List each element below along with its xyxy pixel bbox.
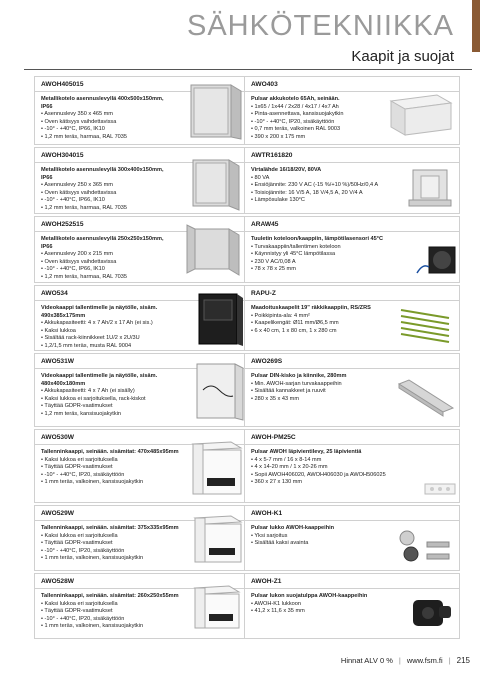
spec-item: • Asennuslevy 200 x 215 mm — [41, 251, 171, 259]
divider — [245, 588, 459, 589]
product-code: ARAW45 — [251, 221, 279, 228]
product-title: Tallenninkaappi, seinään. sisämitat: 260x250x55mm — [41, 593, 179, 599]
product-code: RAPU-Z — [251, 290, 276, 297]
divider — [245, 300, 459, 301]
product-title: Maadoituskaapelit 19" räkkikaappiin, RS/ZRS — [251, 305, 371, 311]
spec-item: • -10° - +40°C, IP66, IK10 — [41, 126, 171, 134]
spec-item: • Kaksi lukkoa — [41, 328, 181, 336]
spec-item: • 4 x 14-20 mm / 1 x 20-26 mm — [251, 464, 426, 472]
spec-item: • Sisältää kannakkeet ja ruuvit — [251, 388, 391, 396]
spec-item: • Pinta-asennettava, kansisuojakytkin — [251, 111, 376, 119]
lock-and-keys-image — [395, 526, 457, 568]
spec-item: • Min. AWOH-sarjan turvakaappeihin — [251, 381, 391, 389]
spec-item: • 360 x 27 x 130 mm — [251, 479, 426, 487]
header-divider — [24, 69, 472, 70]
product-code: AWOH-K1 — [251, 510, 283, 517]
product-code: AWTR161820 — [251, 152, 293, 159]
spec-item: • 41,2 x 11,6 x 35 mm — [251, 608, 391, 616]
product-title: Tuuletin koteloon/kaappiin, lämpötilasensori 45°C — [251, 236, 384, 242]
product-card — [34, 353, 250, 427]
spec-item: • Sisältää rack-kiinnikkeet 1U/2 x 2U/3U — [41, 335, 181, 343]
product-card — [34, 573, 250, 639]
spec-item: • Kaksi lukkoa eri sarjoituksella — [41, 533, 181, 541]
fan-image — [415, 243, 457, 279]
metal-enclosure-image — [185, 83, 245, 141]
spec-item: • Sisältää kaksi avainta — [251, 540, 391, 548]
cable-entry-plate-image — [423, 480, 457, 500]
product-card — [244, 147, 460, 214]
spec-item: • 0,7 mm teräs, valkoinen RAL 9003 — [251, 126, 376, 134]
spec-item: • -10° - +40°C, IP20, sisäkäyttöön — [41, 616, 181, 624]
spec-item: • Asennuslevy 250 x 365 mm — [41, 182, 171, 190]
website-link[interactable]: www.fsm.fi — [406, 656, 443, 665]
spec-item: • 1,2 mm teräs, kansisuojakytkin — [41, 411, 181, 419]
spec-item: • 280 x 35 x 43 mm — [251, 396, 391, 404]
spec-item: • -10° - +40°C, IP20, sisäkäyttöön — [251, 119, 376, 127]
product-title: Tallenninkaappi, seinään. sisämitat: 470x485x95mm — [41, 449, 179, 455]
product-code: AWO530W — [41, 434, 74, 441]
spec-item: • -10° - +40°C, IP20, sisäkäyttöön — [41, 548, 181, 556]
product-card — [244, 429, 460, 503]
product-card — [34, 429, 250, 503]
page-footer — [341, 656, 470, 665]
spec-item: • -10° - +40°C, IP66, IK10 — [41, 266, 171, 274]
recorder-cabinet-image — [189, 512, 247, 568]
product-card — [244, 505, 460, 571]
spec-item: • Oven kätisyys vaihdettavissa — [41, 259, 171, 267]
product-code: AWOH-Z1 — [251, 578, 282, 585]
battery-box-image — [387, 91, 455, 137]
product-title: Virtalähde 16/18/20V, 80VA — [251, 167, 322, 173]
product-code: AWOH-PM25C — [251, 434, 296, 441]
product-title: Pulsar AWOH läpivientilevy, 25 läpivientiä — [251, 449, 362, 455]
spec-item: • Asennuslevy 350 x 465 mm — [41, 111, 171, 119]
spec-item: • 78 x 78 x 25 mm — [251, 266, 411, 274]
product-code: AWOH405015 — [41, 81, 84, 88]
product-title: Metallikotelo asennuslevyllä 300x400x150mm, IP66 — [41, 167, 164, 181]
product-code: AWO269S — [251, 358, 283, 365]
product-card — [244, 573, 460, 639]
spec-item: • 1 mm teräs, valkoinen, kansisuojakytkin — [41, 623, 181, 631]
divider — [245, 368, 459, 369]
product-title: Pulsar akkukotelo 65Ah, seinään. — [251, 96, 340, 102]
lock-cap-image — [405, 592, 457, 636]
price-note: Hinnat ALV 0 % — [340, 656, 393, 665]
spec-item: • 230 V AC/0,08 A — [251, 259, 411, 267]
product-code: AWOH304015 — [41, 152, 84, 159]
product-code: AWO528W — [41, 578, 74, 585]
section-title: SÄHKÖTEKNIIKKA — [186, 10, 454, 42]
product-code: AWO534 — [41, 290, 68, 297]
spec-item: • 1,2/1,5 mm teräs, musta RAL 9004 — [41, 343, 181, 351]
product-card — [244, 216, 460, 283]
page-header — [0, 0, 472, 80]
spec-item: • Kaapelikengät: Ø11 mm/Ø6,5 mm — [251, 320, 401, 328]
spec-item: • Täyttää GDPR-vaatimukset — [41, 464, 181, 472]
din-rail-image — [395, 376, 457, 420]
spec-item: • 6 x 40 cm, 1 x 80 cm, 1 x 280 cm — [251, 328, 401, 336]
product-code: AWO531W — [41, 358, 74, 365]
section-subtitle: Kaapit ja suojat — [351, 48, 454, 65]
video-cabinet-image — [195, 292, 245, 348]
product-title: Pulsar lukon suojatulppa AWOH-kaappeihin — [251, 593, 368, 599]
divider — [245, 231, 459, 232]
product-title: Videokaappi tallentimelle ja näytölle, sisäm. 480x400x180mm — [41, 373, 158, 387]
spec-item: • 390 x 200 x 175 mm — [251, 134, 376, 142]
product-code: AWO403 — [251, 81, 278, 88]
grounding-cables-image — [397, 304, 457, 348]
product-card — [244, 285, 460, 351]
product-title: Videokaappi tallentimelle ja näytölle, sisäm. 490x385x175mm — [41, 305, 158, 319]
product-code: AWOH252515 — [41, 221, 84, 228]
spec-item: • 1,2 mm teräs, harmaa, RAL 7035 — [41, 205, 171, 213]
product-card — [244, 353, 460, 427]
spec-item: • Täyttää GDPR-vaatimukset — [41, 540, 181, 548]
divider — [245, 162, 459, 163]
spec-item: • Kaksi lukkoa eri sarjoituksella — [41, 601, 181, 609]
divider — [245, 444, 459, 445]
spec-item: • Oven kätisyys vaihdettavissa — [41, 190, 171, 198]
product-title: Tallenninkaappi, seinään. sisämitat: 375x335x95mm — [41, 525, 179, 531]
spec-item: • 1 mm teräs, valkoinen, kansisuojakytkin — [41, 479, 181, 487]
page-number: 215 — [456, 656, 470, 665]
spec-item: • Lämpösulake 130°C — [251, 197, 391, 205]
spec-item: • Täyttää GDPR-vaatimukset — [41, 608, 181, 616]
spec-item: • Täyttää GDPR-vaatimukset — [41, 403, 181, 411]
recorder-cabinet-image — [189, 580, 247, 636]
spec-item: • -10° - +40°C, IP20, sisäkäyttöön — [41, 472, 181, 480]
spec-item: • Sopii AWOH406020, AWOH406030 ja AWOH506025 — [251, 472, 426, 480]
product-title: Pulsar lukko AWOH-kaappeihin — [251, 525, 335, 531]
product-code: AWO529W — [41, 510, 74, 517]
spec-item: • Käynnistyy yli 45°C lämpötilassa — [251, 251, 411, 259]
divider — [245, 520, 459, 521]
product-card — [34, 505, 250, 571]
spec-item: • Yksi sarjoitus — [251, 533, 391, 541]
video-cabinet-image — [193, 360, 247, 424]
spec-item: • Akkukapasiteetti: 4 x 7 Ah (ei sisälly) — [41, 388, 181, 396]
footer-separator: | — [398, 656, 401, 665]
spec-item: • 1,2 mm teräs, harmaa, RAL 7035 — [41, 274, 171, 282]
product-card — [34, 285, 250, 351]
spec-item: • Kaksi lukkoa eri sarjoituksella — [41, 457, 181, 465]
product-card — [34, 216, 250, 283]
spec-item: • Ensiöjännite: 230 V AC (-15 %/+10 %)/50Hz/0,4 A — [251, 182, 391, 190]
product-title: Metallikotelo asennuslevyllä 250x250x150mm, IP66 — [41, 236, 164, 250]
spec-item: • Poikkipinta-ala: 4 mm² — [251, 313, 401, 321]
spec-item: • 80 VA — [251, 175, 391, 183]
product-card — [244, 76, 460, 145]
spec-item: • Toisiojännite: 16 V/5 A, 18 V/4,5 A, 20 V/4 A — [251, 190, 391, 198]
spec-item: • Kaksi lukkoa ei sarjoituksella, rack-kiskot — [41, 396, 181, 404]
product-title: Metallikotelo asennuslevyllä 400x500x150mm, IP66 — [41, 96, 164, 110]
spec-item: • Oven kätisyys vaihdettavissa — [41, 119, 171, 127]
product-title: Pulsar DIN-kisko ja kiinnike, 280mm — [251, 373, 347, 379]
spec-item: • 1,2 mm teräs, harmaa, RAL 7035 — [41, 134, 171, 142]
metal-enclosure-image — [187, 156, 245, 212]
spec-item: • AWOH-K1 lukkoon — [251, 601, 391, 609]
spec-item: • Akkukapasiteetti: 4 x 7 Ah/2 x 17 Ah (ei sis.) — [41, 320, 181, 328]
spec-item: • 4 x 5-7 mm / 16 x 8-14 mm — [251, 457, 426, 465]
section-color-tab — [472, 0, 480, 52]
spec-item: • 1x65 / 1x44 / 2x28 / 4x17 / 4x7 Ah — [251, 104, 376, 112]
product-card — [34, 147, 250, 214]
spec-item: • 1 mm teräs, valkoinen, kansisuojakytkin — [41, 555, 181, 563]
spec-item: • -10° - +40°C, IP66, IK10 — [41, 197, 171, 205]
power-supply-image — [407, 164, 455, 210]
metal-enclosure-image — [185, 223, 245, 281]
footer-separator: | — [448, 656, 451, 665]
product-card — [34, 76, 250, 145]
recorder-cabinet-image — [187, 440, 247, 498]
spec-item: • Turvakaappiin/tallentimen koteloon — [251, 244, 411, 252]
